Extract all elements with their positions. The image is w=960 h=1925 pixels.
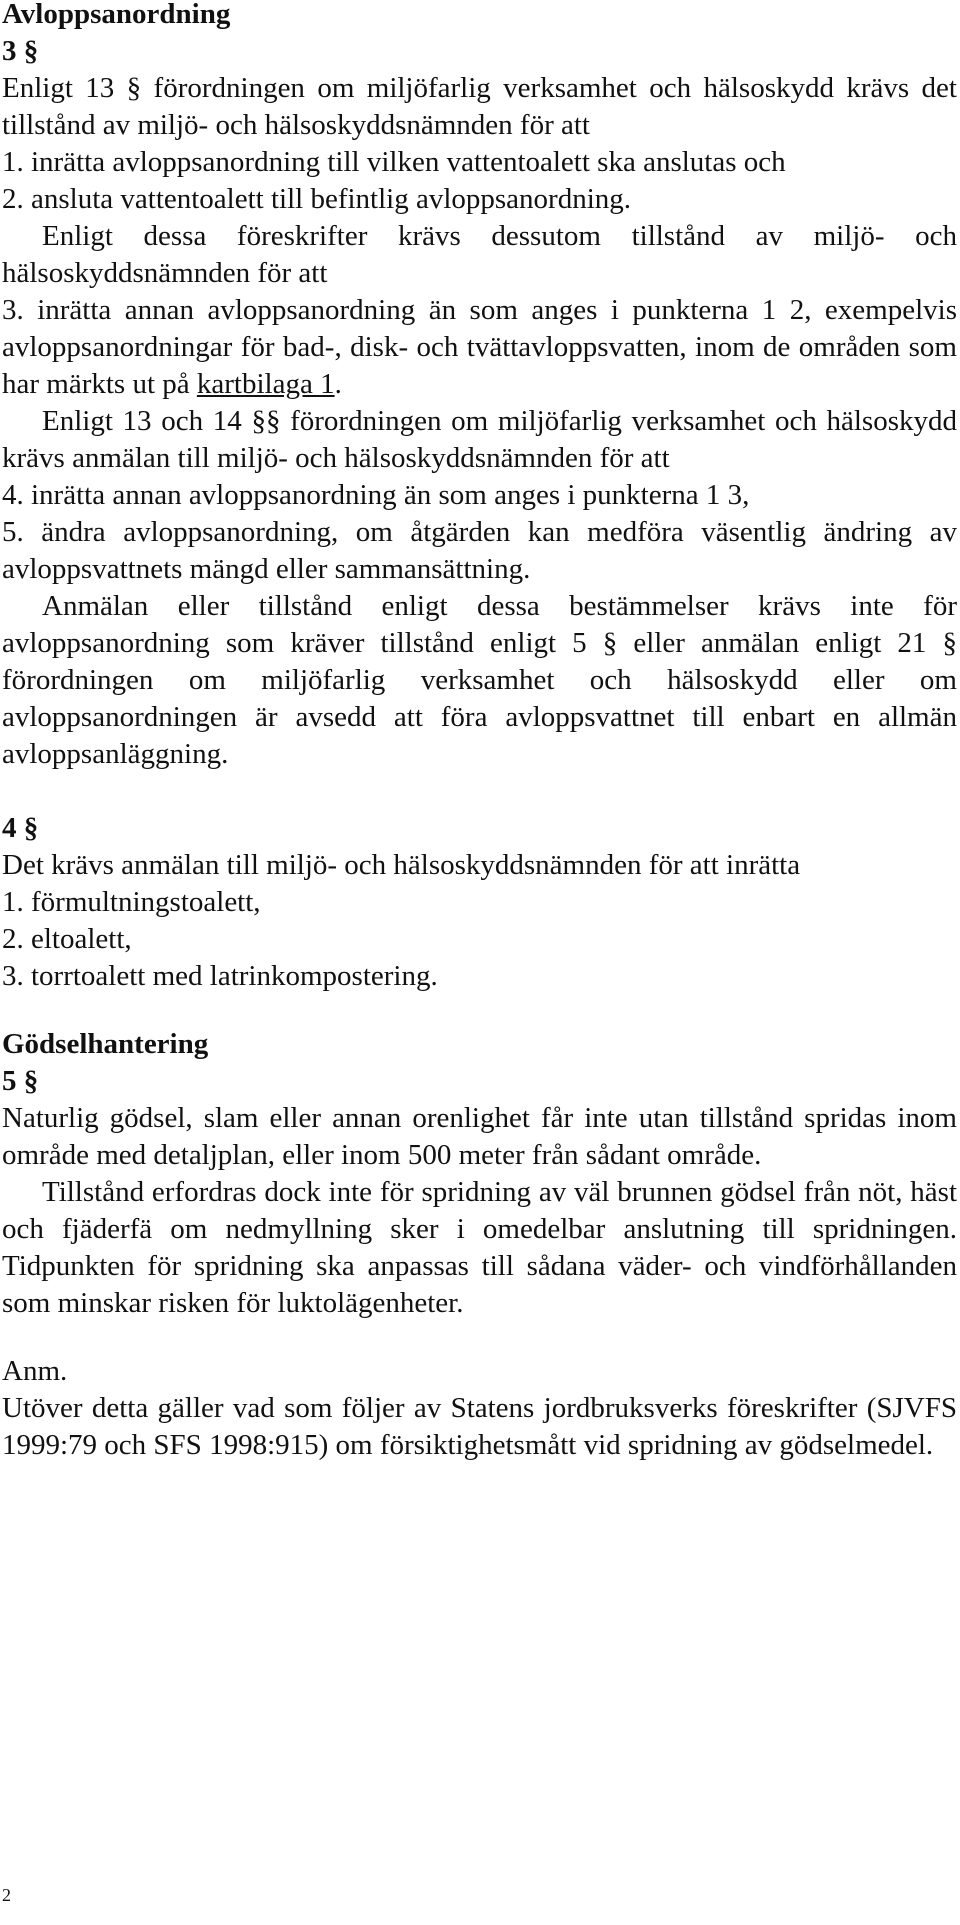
paragraph-number-5: 5 § <box>2 1065 39 1097</box>
section-spacer <box>2 1322 957 1353</box>
paragraph-number-4: 4 § <box>2 812 39 844</box>
paragraph-text: Enligt 13 och 14 §§ förordningen om miljöfarlig verksamhet och hälsoskydd krävs anmälan till miljö- och hälsoskyddsnämnden för att <box>2 405 957 474</box>
paragraph-number-3: 3 § <box>2 35 39 67</box>
section-spacer <box>2 995 957 1026</box>
list-item-1: 1. inrätta avloppsanordning till vilken vattentoalett ska anslutas och <box>2 146 786 178</box>
document-page <box>2 0 957 1464</box>
list-item-5: 5. ändra avloppsanordning, om åtgärden kan medföra väsentlig ändring av avloppsvattnets mängd eller sammansättning. <box>2 516 957 585</box>
list-item-3-end: . <box>334 368 342 400</box>
paragraph-text: Tillstånd erfordras dock inte för spridning av väl brunnen gödsel från nöt, häst och fjäderfä om nedmyllning sker i omedelbar anslutning till spridningen. Tidpunkten för spridning ska anpassas till sådana väder- och vindförhållanden som minskar risken för luktolägenheter. <box>2 1176 957 1319</box>
paragraph-text: Anmälan eller tillstånd enligt dessa bestämmelser krävs inte för avloppsanordning som kräver tillstånd enligt 5 § eller anmälan enligt 21 § förordningen om miljöfarlig verksamhet och hälsoskydd eller om avloppsanordningen är avsedd att föra avloppsvattnet till enbart en allmän avloppsanläggning. <box>2 590 957 770</box>
page-number: 2 <box>2 1885 11 1905</box>
list-item-3: 3. torrtoalett med latrinkompostering. <box>2 960 438 992</box>
section-spacer <box>2 773 957 810</box>
kartbilaga-link[interactable]: kartbilaga 1 <box>196 368 335 400</box>
list-item-4: 4. inrätta annan avloppsanordning än som anges i punkterna 1 3, <box>2 479 750 511</box>
section-title-avloppsanordning: Avloppsanordning <box>2 0 231 30</box>
section-title-godselhantering: Gödselhantering <box>2 1028 209 1060</box>
list-item-2: 2. eltoalett, <box>2 923 132 955</box>
list-item-3 <box>2 292 957 403</box>
list-item-3-text: 3. inrätta annan avloppsanordning än som anges i punkterna 1 2, exempelvis avloppsanordningar för bad-, disk- och tvättavloppsvatten, inom de områden som har märkts ut på <box>2 294 957 400</box>
note-label: Anm. <box>2 1355 68 1387</box>
list-item-2: 2. ansluta vattentoalett till befintlig avloppsanordning. <box>2 183 632 215</box>
note-text: Utöver detta gäller vad som följer av Statens jordbruksverks föreskrifter (SJVFS 1999:79 och SFS 1998:915) om försiktighetsmått vid spridning av gödselmedel. <box>2 1392 957 1461</box>
paragraph-text: Enligt 13 § förordningen om miljöfarlig verksamhet och hälsoskydd krävs det tillstånd av miljö- och hälsoskyddsnämnden för att <box>2 72 957 141</box>
list-item-1: 1. förmultningstoalett, <box>2 886 261 918</box>
paragraph-text: Det krävs anmälan till miljö- och hälsoskyddsnämnden för att inrätta <box>2 849 801 881</box>
paragraph-text: Naturlig gödsel, slam eller annan orenlighet får inte utan tillstånd spridas inom område med detaljplan, eller inom 500 meter från sådant område. <box>2 1102 957 1171</box>
paragraph-text: Enligt dessa föreskrifter krävs dessutom tillstånd av miljö- och hälsoskyddsnämnden för att <box>2 220 957 289</box>
